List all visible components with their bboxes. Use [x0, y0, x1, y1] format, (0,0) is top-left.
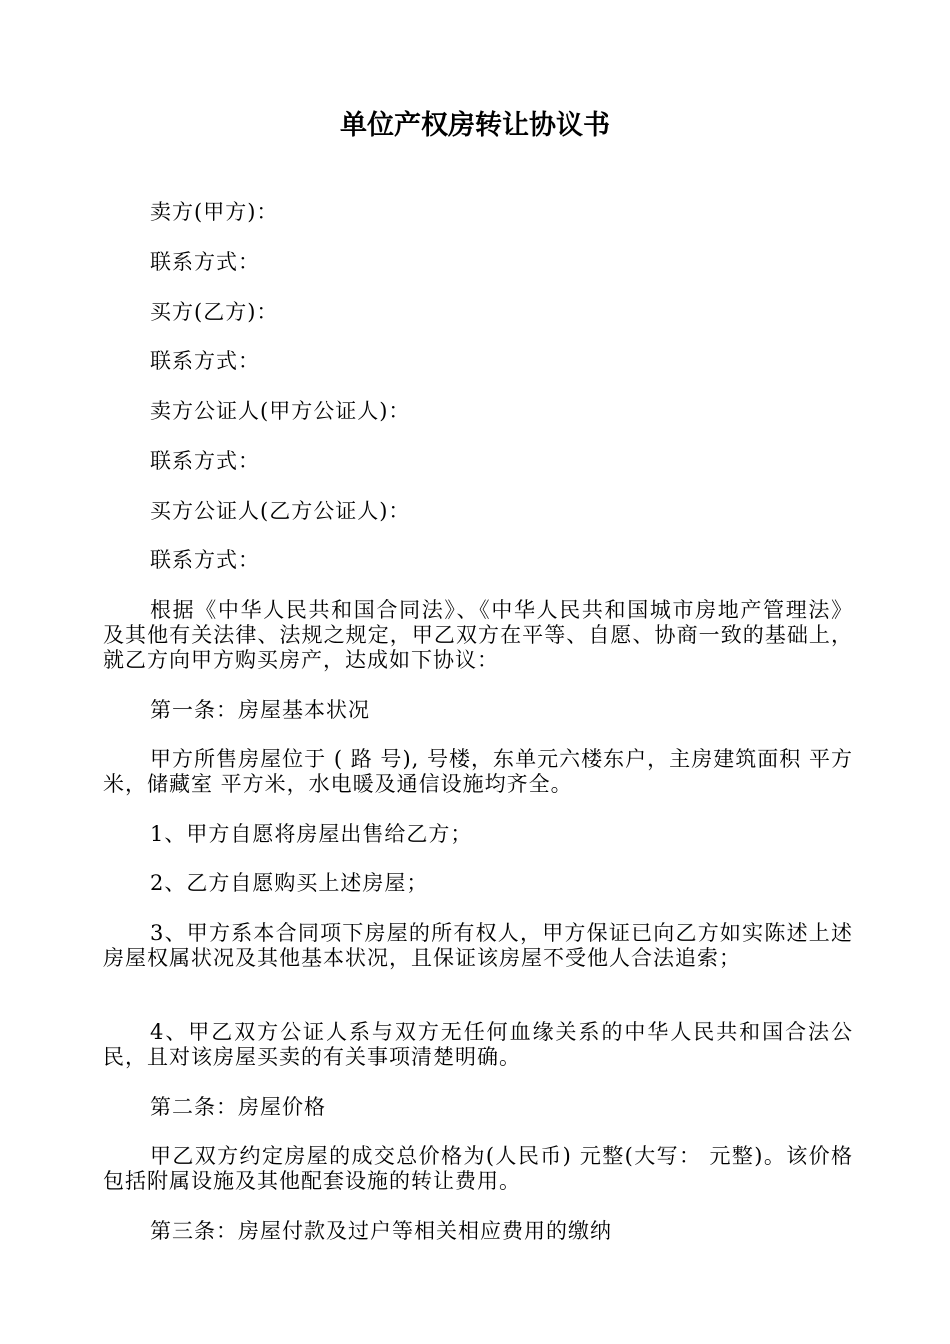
clause-2: 2、乙方自愿购买上述房屋；: [150, 871, 429, 895]
clause-4: 4、甲乙双方公证人系与双方无任何血缘关系的中华人民共和国合法公民，且对该房屋买卖的有关事项清楚明确。: [103, 1020, 853, 1069]
document-title: 单位产权房转让协议书: [340, 110, 610, 141]
price-paragraph: 甲乙双方约定房屋的成交总价格为(人民币) 元整(大写： 元整)。该价格包括附属设施及其他配套设施的转让费用。: [103, 1144, 853, 1193]
article-two-heading: 第二条：房屋价格: [150, 1095, 326, 1119]
seller-notary-contact-line: 联系方式：: [150, 449, 260, 473]
buyer-notary-contact-line: 联系方式：: [150, 548, 260, 572]
seller-line: 卖方(甲方)：: [150, 200, 279, 224]
clause-1: 1、甲方自愿将房屋出售给乙方；: [150, 822, 473, 846]
preamble-paragraph: 根据《中华人民共和国合同法》、《中华人民共和国城市房地产管理法》及其他有关法律、法规之规定，甲乙双方在平等、自愿、协商一致的基础上，就乙方向甲方购买房产，达成如下协议：: [103, 598, 853, 672]
property-description-paragraph: 甲方所售房屋位于 ( 路 号), 号楼，东单元六楼东户，主房建筑面积 平方米，储藏室 平方米，水电暖及通信设施均齐全。: [103, 747, 853, 796]
clause-3: 3、甲方系本合同项下房屋的所有权人，甲方保证已向乙方如实陈述上述房屋权属状况及其他基本状况，且保证该房屋不受他人合法追索；: [103, 921, 853, 970]
seller-notary-line: 卖方公证人(甲方公证人)：: [150, 399, 411, 423]
article-one-heading: 第一条：房屋基本状况: [150, 698, 370, 722]
buyer-notary-line: 买方公证人(乙方公证人)：: [150, 499, 411, 523]
seller-contact-line: 联系方式：: [150, 250, 260, 274]
article-three-heading: 第三条：房屋付款及过户等相关相应费用的缴纳: [150, 1219, 612, 1243]
buyer-line: 买方(乙方)：: [150, 300, 279, 324]
buyer-contact-line: 联系方式：: [150, 349, 260, 373]
